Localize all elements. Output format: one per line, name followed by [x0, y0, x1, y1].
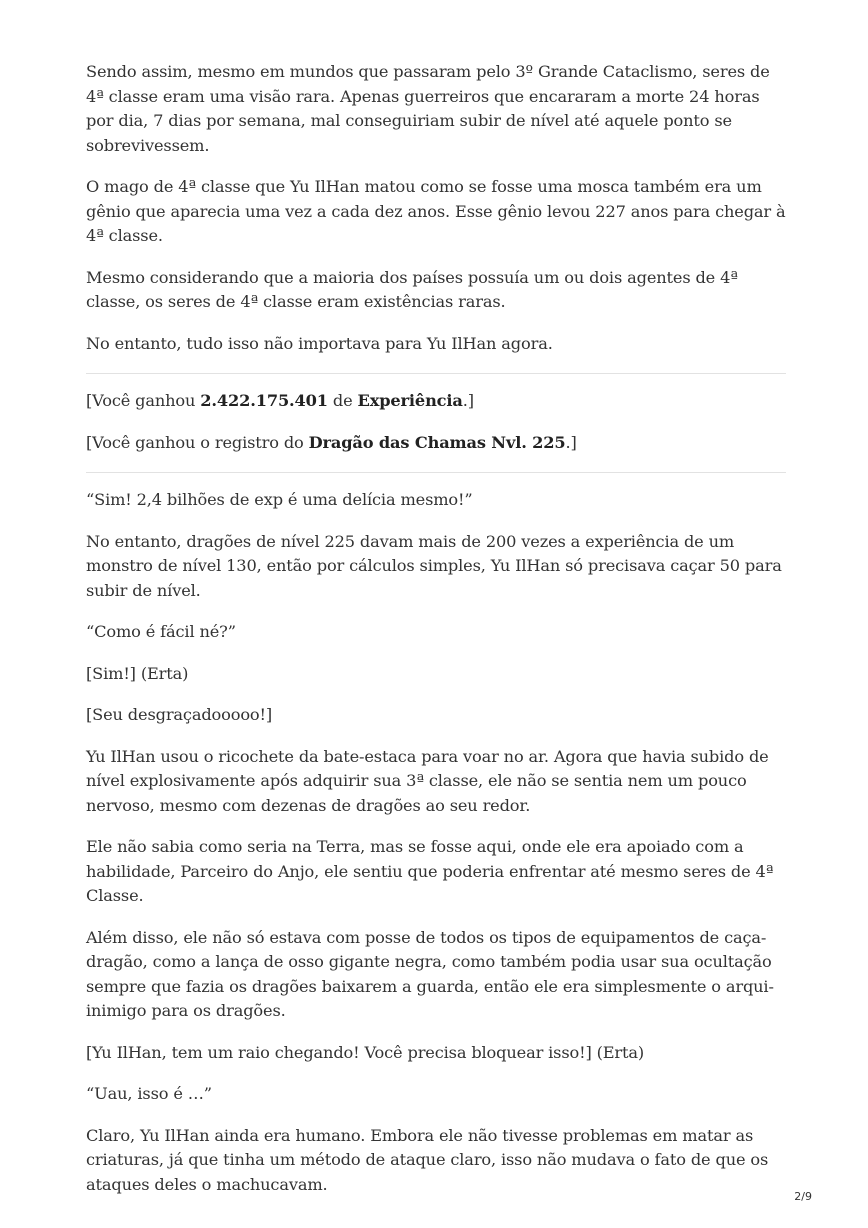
paragraph: No entanto, tudo isso não importava para Yu IlHan agora.: [86, 333, 553, 353]
paragraph: “Como é fácil né?”: [86, 622, 236, 641]
record-prefix: [Você ganhou o registro do: [86, 432, 309, 452]
record-suffix: .]: [565, 432, 577, 452]
paragraph: Ele não sabia como seria na Terra, mas se fosse aqui, onde ele era apoiado com a habilidade, Parceiro do Anjo, ele sentiu que poderia enfrentar até mesmo seres de 4ª Classe.: [86, 837, 774, 905]
record-name: Dragão das Chamas Nvl. 225: [308, 432, 566, 452]
system-message-experience: [86, 389, 786, 414]
divider: [86, 373, 786, 374]
paragraph: Mesmo considerando que a maioria dos países possuía um ou dois agentes de 4ª classe, os seres de 4ª classe eram existências raras.: [86, 267, 738, 311]
paragraph: “Sim! 2,4 bilhões de exp é uma delícia mesmo!”: [86, 490, 473, 509]
paragraph: Yu IlHan usou o ricochete da bate-estaca para voar no ar. Agora que havia subido de nível explosivamente após adquirir sua 3ª classe, ele não se sentia nem um pouco nervoso, mesmo com dezenas de dragões ao seu redor.: [86, 746, 769, 815]
exp-label: Experiência: [357, 391, 463, 410]
paragraph: Sendo assim, mesmo em mundos que passaram pelo 3º Grande Cataclismo, seres de 4ª classe eram uma visão rara. Apenas guerreiros que encararam a morte 24 horas por dia, 7 dias por semana, mal conseguiriam subir de nível até aquele ponto se sobrevivessem.: [86, 62, 770, 155]
paragraph: [Sim!] (Erta): [86, 663, 189, 683]
page-number: 2/9: [794, 1190, 812, 1203]
exp-prefix: [Você ganhou: [86, 391, 201, 410]
system-message-record: [86, 431, 786, 456]
exp-amount: 2.422.175.401: [200, 391, 328, 410]
exp-mid: de: [327, 391, 358, 410]
exp-suffix: .]: [462, 391, 474, 410]
document-body: [86, 60, 786, 1214]
paragraph: No entanto, dragões de nível 225 davam mais de 200 vezes a experiência de um monstro de nível 130, então por cálculos simples, Yu IlHan só precisava caçar 50 para subir de nível.: [86, 531, 782, 600]
divider: [86, 472, 786, 473]
paragraph: [Seu desgraçadooooo!]: [86, 705, 273, 724]
paragraph: Além disso, ele não só estava com posse de todos os tipos de equipamentos de caça-dragão, como a lança de osso gigante negra, como também podia usar sua ocultação sempre que fazia os dragões baixarem a guarda, então ele era simplesmente o arqui-inimigo para os dragões.: [86, 927, 774, 1020]
paragraph: Claro, Yu IlHan ainda era humano. Embora ele não tivesse problemas em matar as criaturas, já que tinha um método de ataque claro, isso não mudava o fato de que os ataques deles o machucavam.: [86, 1125, 769, 1194]
paragraph: [Yu IlHan, tem um raio chegando! Você precisa bloquear isso!] (Erta): [86, 1042, 645, 1062]
paragraph: “Uau, isso é …”: [86, 1084, 212, 1103]
paragraph: O mago de 4ª classe que Yu IlHan matou como se fosse uma mosca também era um gênio que aparecia uma vez a cada dez anos. Esse gênio levou 227 anos para chegar à 4ª classe.: [86, 177, 786, 245]
